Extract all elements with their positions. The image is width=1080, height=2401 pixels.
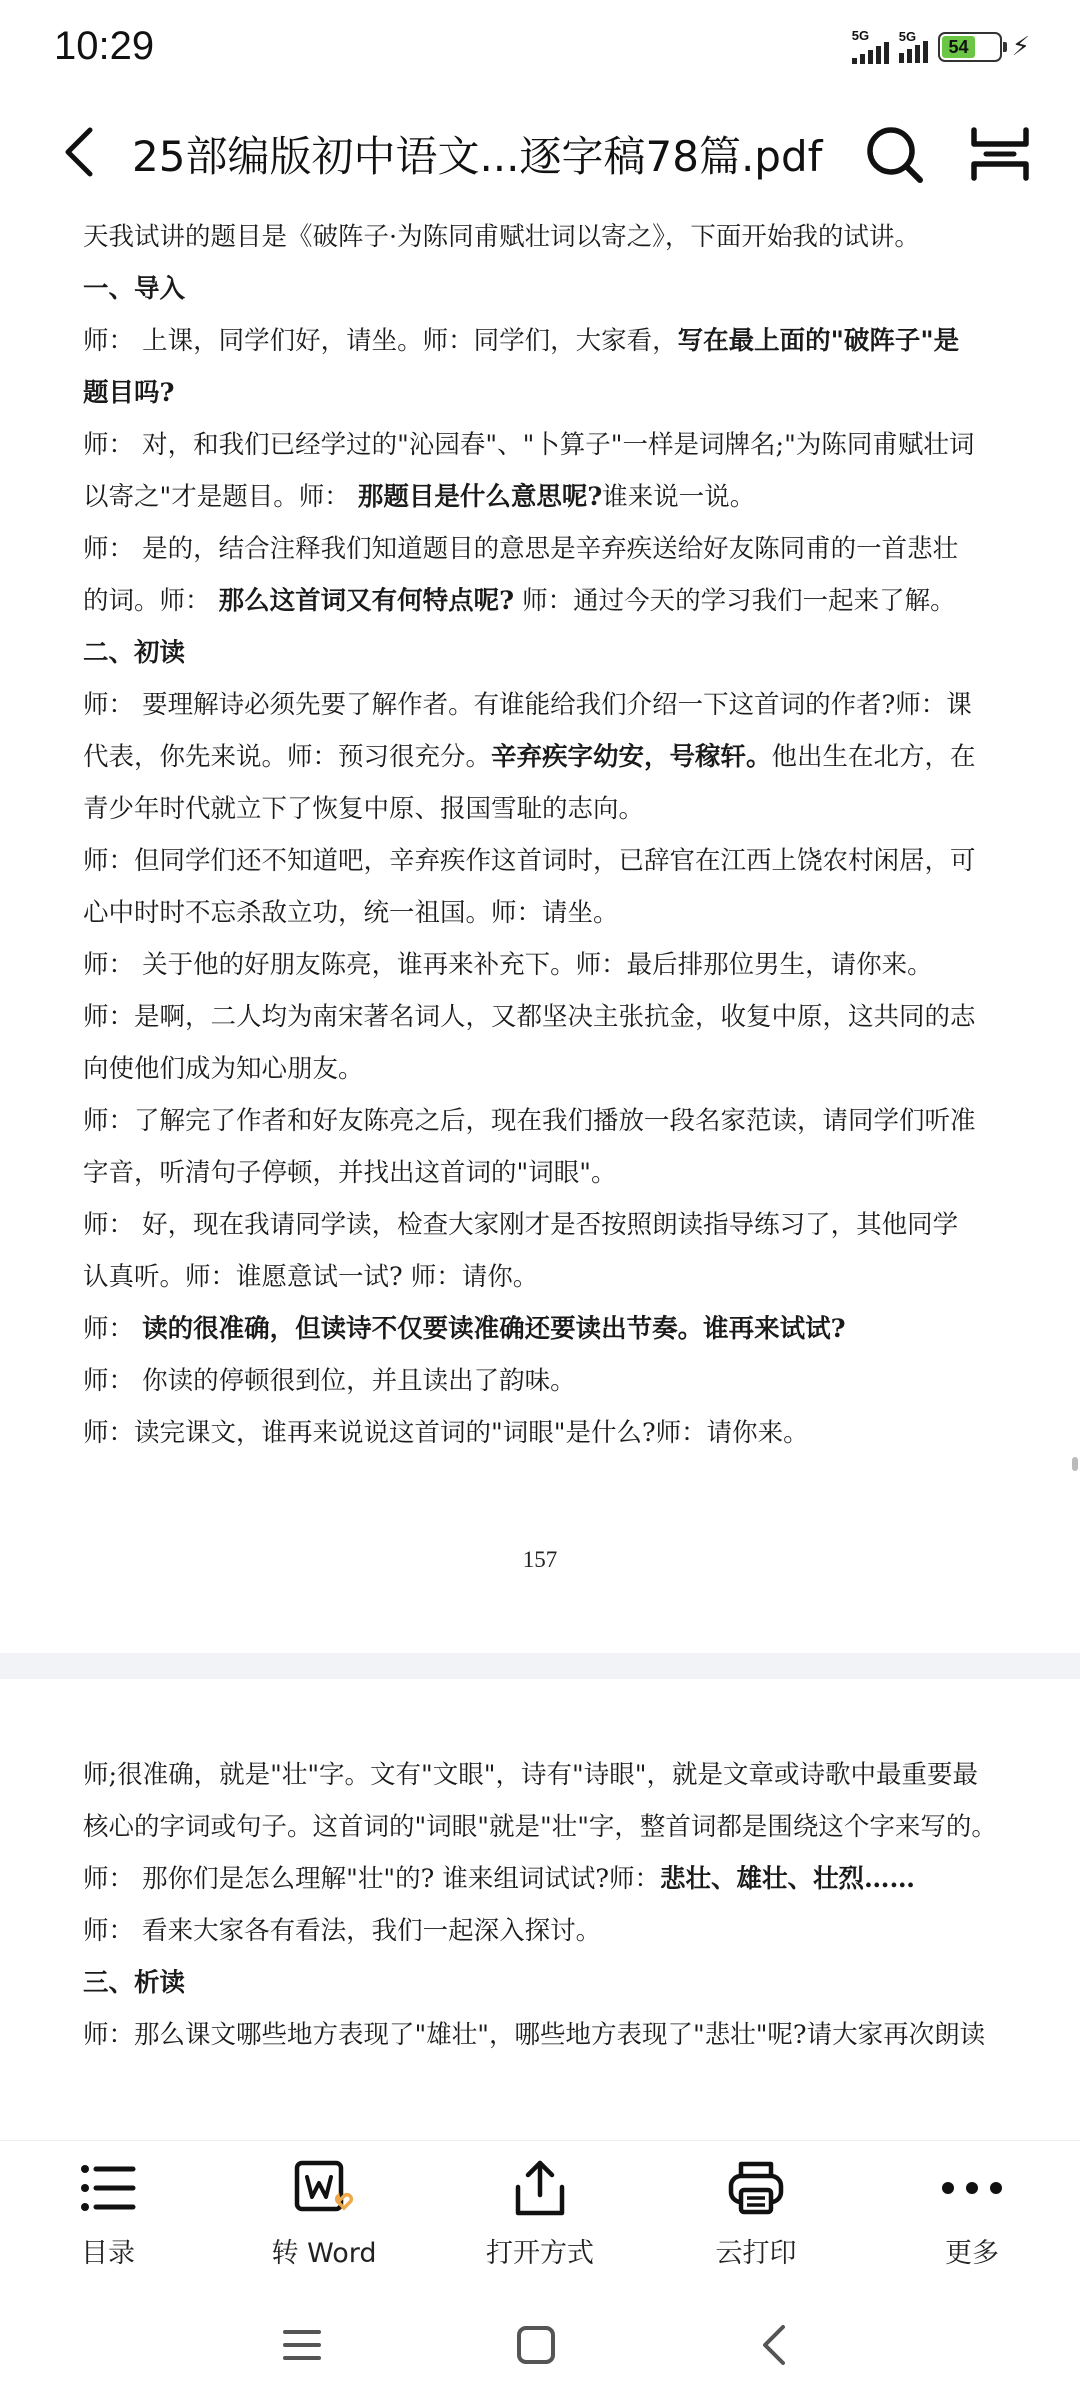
pdf-viewer[interactable] xyxy=(0,205,1080,2140)
text-line: 师：但同学们还不知道吧，辛弃疾作这首词时，已辞官在江西上饶农村闲居，可 xyxy=(83,846,976,876)
text-line: 核心的字词或句子。这首词的"词眼"就是"壮"字，整首词都是围绕这个字来写的。 xyxy=(83,1812,997,1842)
search-button[interactable] xyxy=(862,122,926,186)
signal-icon-sim1: 5G xyxy=(852,30,889,64)
text-line: 师： 那你们是怎么理解"壮"的? 谁来组词试试?师：悲壮、雄壮、壮烈…… xyxy=(83,1864,916,1894)
back-icon xyxy=(60,126,100,178)
text-line: 青少年时代就立下了恢复中原、报国雪耻的志向。 xyxy=(83,794,645,824)
charging-icon: ⚡ xyxy=(1011,32,1030,62)
page-number: 157 xyxy=(522,1547,558,1572)
toc-button[interactable]: 目录 xyxy=(18,2153,198,2283)
text-line: 师： 对，和我们已经学过的"沁园春"、"卜算子"一样是词牌名;"为陈同甫赋壮词 xyxy=(83,430,975,460)
text-line: 师：是啊，二人均为南宋著名词人，又都坚决主张抗金，收复中原，这共同的志 xyxy=(83,1002,976,1032)
text-line: 师： 关于他的好朋友陈亮，谁再来补充下。师：最后排那位男生，请你来。 xyxy=(83,950,933,980)
scrollbar-handle[interactable] xyxy=(1072,1457,1078,1471)
text-line: 师： 上课，同学们好，请坐。师：同学们，大家看，写在最上面的"破阵子"是 xyxy=(83,326,960,356)
status-time: 10:29 xyxy=(54,24,155,68)
signal-icon-sim2: 5G xyxy=(899,31,928,63)
system-back-button[interactable] xyxy=(734,2310,814,2380)
pdf-page-158 xyxy=(0,1679,1080,2140)
text-line: 师： 是的，结合注释我们知道题目的意思是辛弃疾送给好友陈同甫的一首悲壮 xyxy=(83,534,959,564)
text-line: 师： 好，现在我请同学读，检查大家刚才是否按照朗读指导练习了，其他同学 xyxy=(83,1210,959,1240)
printer-icon xyxy=(666,2153,846,2223)
more-icon xyxy=(882,2153,1062,2223)
more-button[interactable]: 更多 xyxy=(882,2153,1062,2283)
open-with-button[interactable]: 打开方式 xyxy=(450,2153,630,2283)
system-nav-bar xyxy=(0,2290,1080,2401)
text-line: 师： 读的很准确，但读诗不仅要读准确还要读出节奏。谁再来试试? xyxy=(83,1314,846,1344)
app-bar xyxy=(0,100,1080,205)
text-line: 师：那么课文哪些地方表现了"雄壮"，哪些地方表现了"悲壮"呢?请大家再次朗读 xyxy=(83,2020,986,2050)
battery-icon xyxy=(938,32,1002,62)
text-line: 认真听。师：谁愿意试一试? 师：请你。 xyxy=(83,1262,539,1292)
text-line: 的词。师： 那么这首词又有何特点呢? 师：通过今天的学习我们一起来了解。 xyxy=(83,586,956,616)
text-line: 心中时时不忘杀敌立功，统一祖国。师：请坐。 xyxy=(83,898,619,928)
text-line: 师： 你读的停顿很到位，并且读出了韵味。 xyxy=(83,1366,576,1396)
exit-reading-button[interactable] xyxy=(968,122,1032,186)
text-line: 题目吗? xyxy=(83,378,175,408)
pdf-page-157 xyxy=(0,205,1080,1653)
cloud-print-button[interactable]: 云打印 xyxy=(666,2153,846,2283)
bottom-toolbar xyxy=(0,2140,1080,2290)
text-line: 师;很准确，就是"壮"字。文有"文眼"，诗有"诗眼"，就是文章或诗歌中最重要最 xyxy=(83,1760,978,1790)
status-bar xyxy=(0,0,1080,100)
text-line: 向使他们成为知心朋友。 xyxy=(83,1054,364,1084)
section-heading: 三、析读 xyxy=(83,1968,186,1998)
status-icons xyxy=(852,30,1030,64)
home-button[interactable] xyxy=(496,2310,576,2380)
share-icon xyxy=(450,2153,630,2223)
home-square-icon xyxy=(516,2325,556,2365)
section-heading: 一、导入 xyxy=(83,274,186,304)
back-button[interactable] xyxy=(50,122,110,182)
document-title: 25部编版初中语文...逐字稿78篇.pdf xyxy=(132,132,823,181)
menu-icon xyxy=(282,2328,322,2362)
back-triangle-icon xyxy=(759,2324,789,2366)
text-line: 师： 要理解诗必须先要了解作者。有谁能给我们介绍一下这首词的作者?师：课 xyxy=(83,690,972,720)
convert-word-button[interactable]: 转 Word xyxy=(234,2153,414,2283)
expand-icon xyxy=(968,122,1032,186)
text-line: 以寄之"才是题目。师： 那题目是什么意思呢?谁来说一说。 xyxy=(83,482,756,512)
text-line: 师： 看来大家各有看法，我们一起深入探讨。 xyxy=(83,1916,602,1946)
text-line: 代表，你先来说。师：预习很充分。辛弃疾字幼安，号稼轩。他出生在北方，在 xyxy=(83,742,976,772)
section-heading: 二、初读 xyxy=(83,638,186,668)
text-line: 字音，听清句子停顿，并找出这首词的"词眼"。 xyxy=(83,1158,617,1188)
list-icon xyxy=(18,2153,198,2223)
recent-apps-button[interactable] xyxy=(262,2310,342,2380)
word-convert-icon xyxy=(234,2153,414,2223)
text-line: 师：了解完了作者和好友陈亮之后，现在我们播放一段名家范读，请同学们听准 xyxy=(83,1106,976,1136)
text-line: 天我试讲的题目是《破阵子·为陈同甫赋壮词以寄之》，下面开始我的试讲。 xyxy=(83,222,920,252)
page-separator xyxy=(0,1653,1080,1679)
search-icon xyxy=(862,122,926,186)
battery-level: 54 xyxy=(942,36,976,58)
text-line: 师：读完课文，谁再来说说这首词的"词眼"是什么?师：请你来。 xyxy=(83,1418,809,1448)
